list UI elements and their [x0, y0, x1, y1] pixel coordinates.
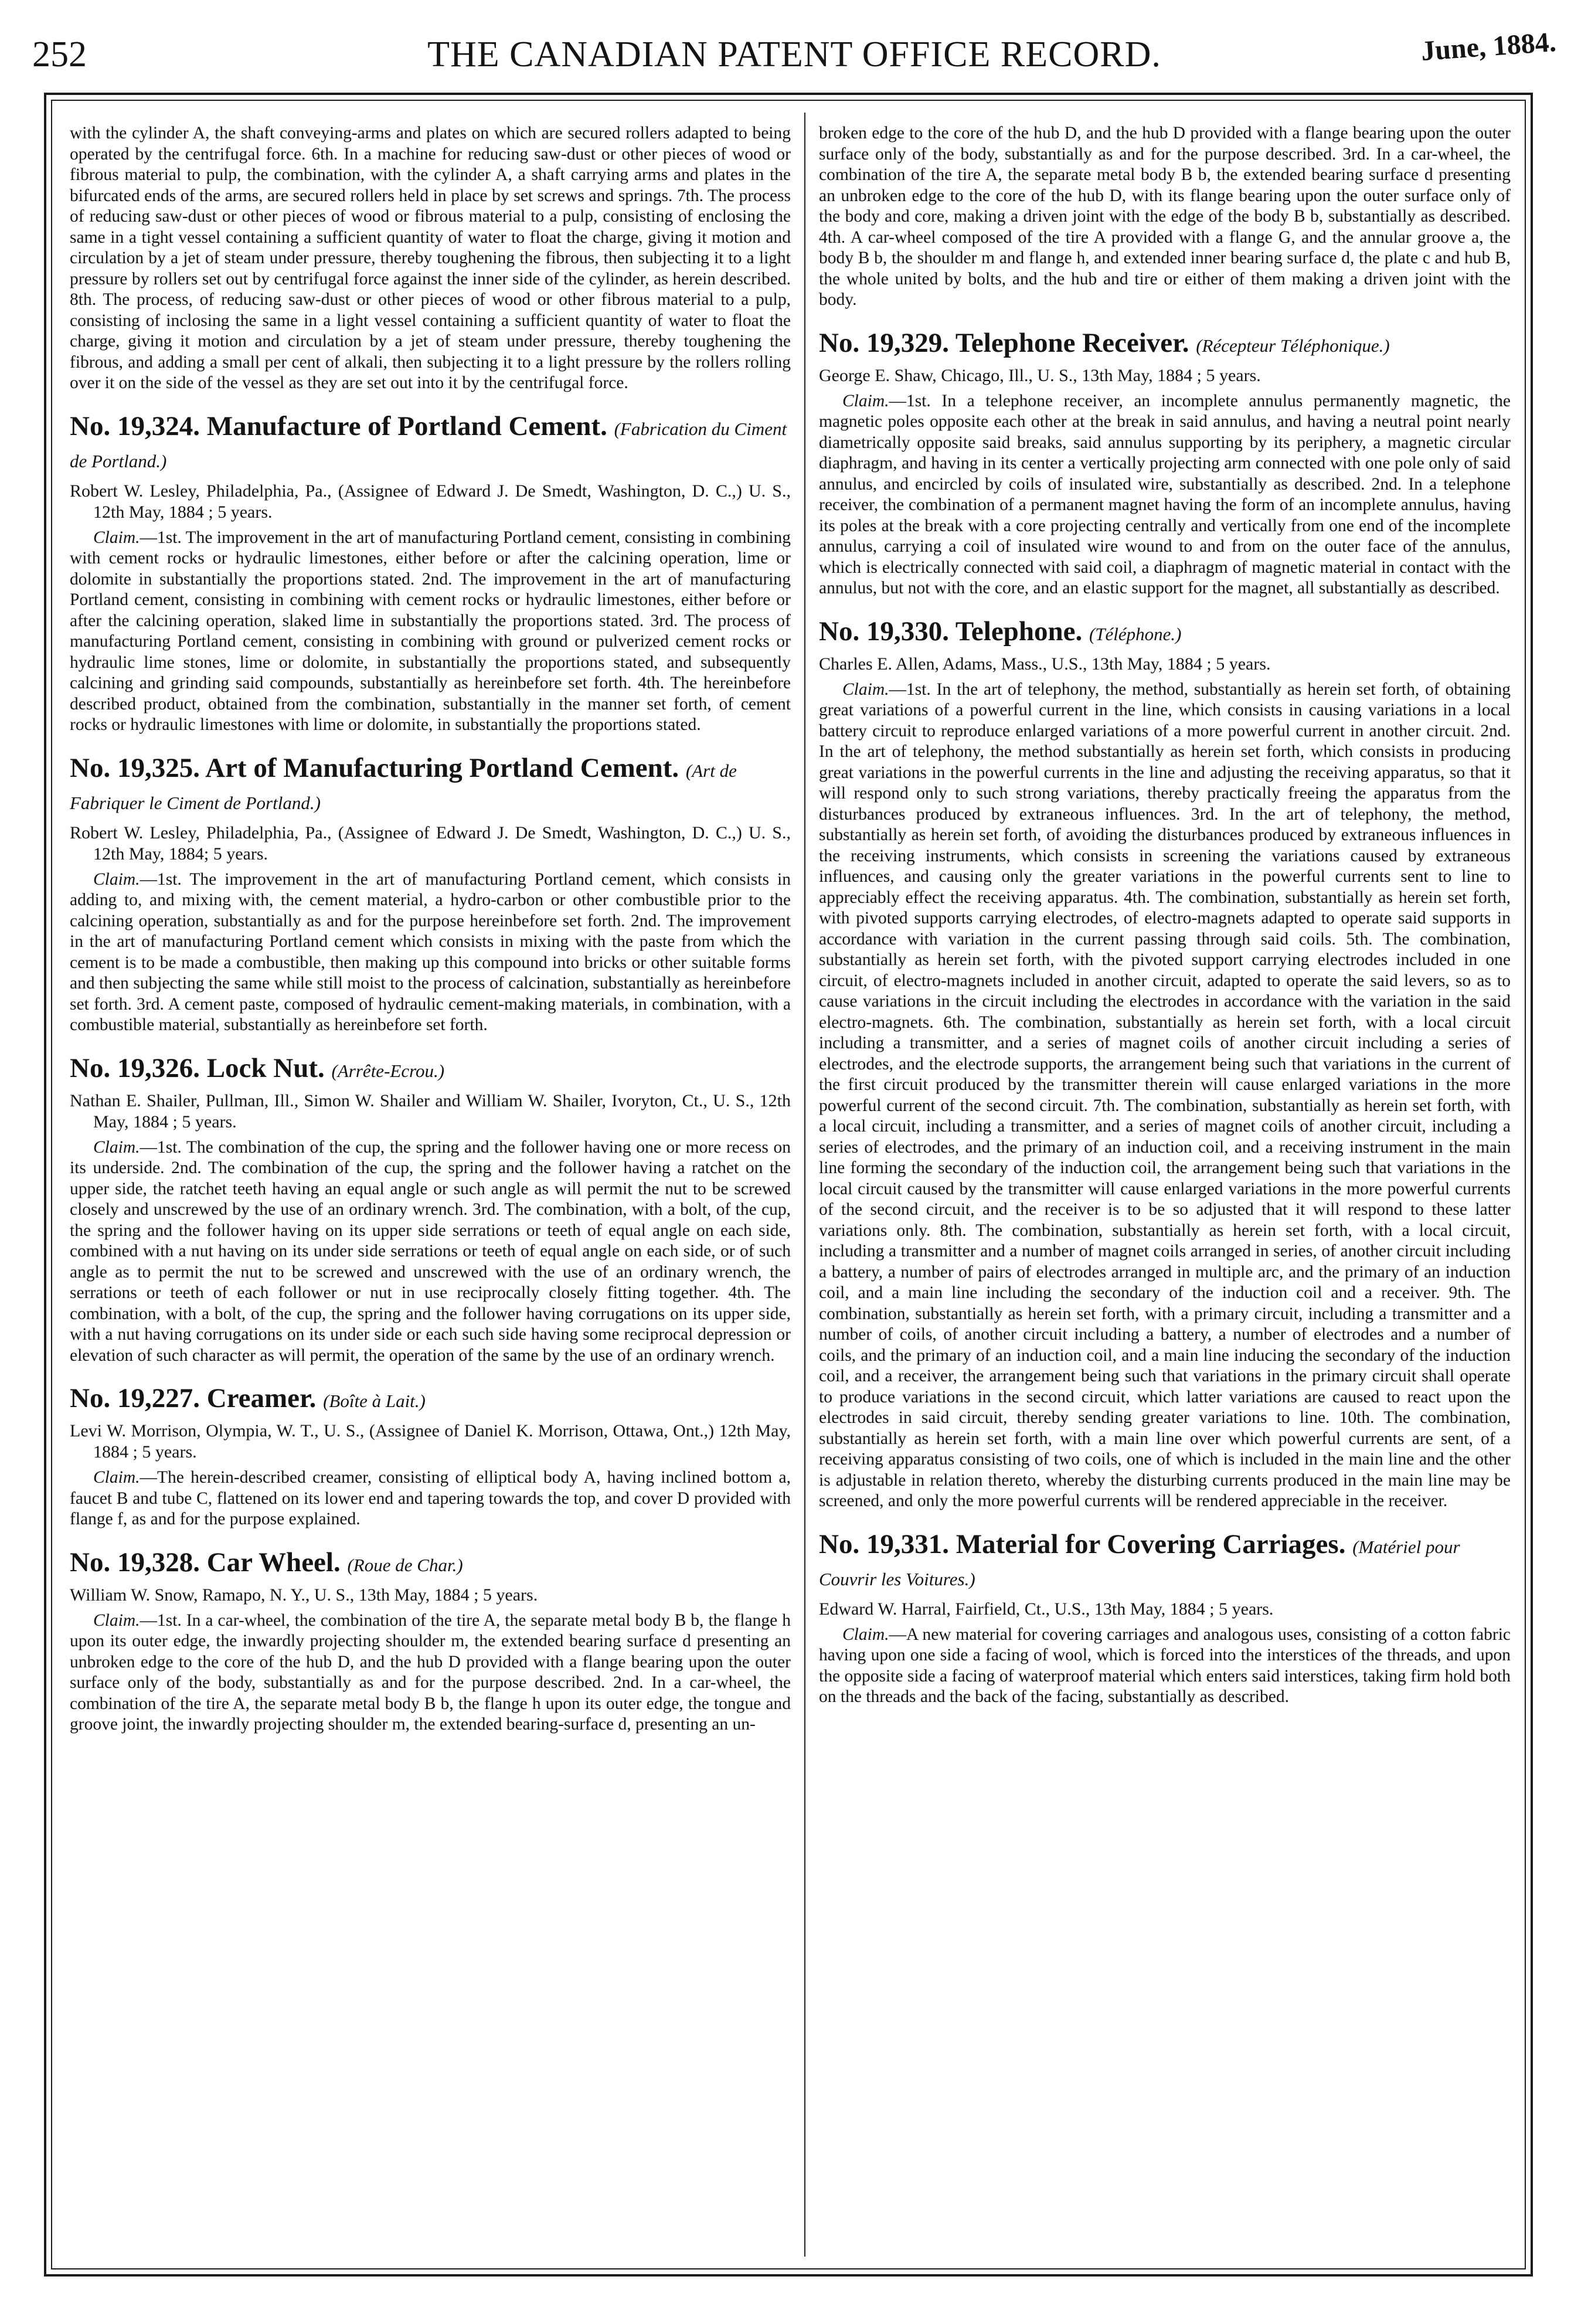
claim-label: Claim.: [842, 391, 889, 410]
patent-title-french: (Téléphone.): [1089, 623, 1182, 644]
claim-label: Claim.: [842, 1625, 889, 1644]
patent-heading: [819, 617, 1511, 649]
patent-claim: [70, 869, 791, 1036]
patent-inventor: George E. Shaw, Chicago, Ill., U. S., 13th May, 1884 ; 5 years.: [819, 365, 1261, 385]
claim-text: —1st. In a car-wheel, the combination of the tire A, the separate metal body B b, the flange h upon its outer edge, the inwardly projecting shoulder m, the extended bearing surface d presenting an unbroken edge to the core of the hub D, and the hub D provided with a flange bearing upon the outer surface only of the body, substantially as and for the purpose described. 2nd. In a car-wheel, the combination of the tire A, the separate metal body B b, the flange h upon its outer edge, the tongue and groove joint, the inwardly projecting shoulder m, the extended bearing-surface d, presenting an un-: [70, 1611, 791, 1734]
column-divider: [804, 113, 805, 2257]
patent-title-french: (Roue de Char.): [347, 1554, 463, 1575]
claim-label: Claim.: [93, 528, 140, 547]
claim-text: —1st. The improvement in the art of manufacturing Portland cement, consisting in combining with cement rocks or hydraulic limestones, either before or after the calcining operation, lime or dolomite in substantially the proportions stated. 2nd. The improvement in the art of manufacturing Portland cement, consisting in combining with cement rocks or hydraulic limestones, either before or after the calcining operation, slaked lime in substantially the proportions stated. 3rd. The process of manufacturing Portland cement, consisting in combining with ground or pulverized cement rocks or hydraulic lime stones, lime or dolomite, in substantially the proportions stated, and subsequently calcining and grinding said compounds, substantially as hereinbefore set forth. 4th. The hereinbefore described product, obtained from the combination, substantially in the manner set forth, of cement rocks or hydraulic limestones with lime or dolomite, in substantially the proportions stated.: [70, 528, 791, 734]
patent-heading: [70, 1054, 791, 1086]
patent-claim: [819, 1625, 1511, 1708]
patent-number: No. 19,326.: [70, 1052, 200, 1083]
claim-text: —A new material for covering carriages and analogous uses, consisting of a cotton fabric having upon one side a facing of wool, which is forced into the interstices of the threads, and upon the opposite side a facing of waterproof material which enters said interstices, taking firm hold both on the threads and the back of the facing, substantially as described.: [819, 1625, 1511, 1706]
patent-inventor: Robert W. Lesley, Philadelphia, Pa., (Assignee of Edward J. De Smedt, Washington, D. C.,) U. S., 12th May, 1884; 5 years.: [70, 823, 791, 864]
patent-inventor: Levi W. Morrison, Olympia, W. T., U. S., (Assignee of Daniel K. Morrison, Ottawa, Ont.,) 12th May, 1884 ; 5 years.: [70, 1421, 791, 1462]
claim-label: Claim.: [93, 1611, 140, 1630]
patent-title: Creamer.: [206, 1383, 317, 1414]
patent-inventor: William W. Snow, Ramapo, N. Y., U. S., 13th May, 1884 ; 5 years.: [70, 1585, 538, 1605]
patent-entry: [70, 1548, 791, 1735]
issue-date: June, 1884.: [1420, 26, 1558, 67]
patent-title-french: (Récepteur Téléphonique.): [1196, 335, 1390, 356]
page-frame: [44, 93, 1533, 2277]
patent-claim: [70, 528, 791, 736]
claim-text: —1st. The combination of the cup, the spring and the follower having one or more recess on its underside. 2nd. The combination of the cup, the spring and the follower having a ratchet on the upper side, the ratchet teeth having an equal angle or such angle as will permit the nut to be screwed closely and unscrewed by the use of an ordinary wrench. 3rd. The combination, with a bolt, of the cup, the spring and the follower having on its upper side serrations or teeth of equal angle on each side, combined with a nut having on its under side serrations or teeth of equal angle on each side, or of such angle as to permit the nut to be screwed and unscrewed with the use of an ordinary wrench, the serrations or teeth of each follower or nut in use reciprocally closely fitting together. 4th. The combination, with a bolt, of the cup, the spring and the follower having corrugations on its upper side, with a nut having corrugations on its under side or each such side having some reciprocal depression or elevation of such character as will permit, the operation of the same by the use of an ordinary wrench.: [70, 1137, 791, 1365]
patent-title-french: (Arrête-Ecrou.): [331, 1060, 445, 1081]
patent-title: Material for Covering Carriages.: [955, 1528, 1346, 1559]
patent-inventor: Charles E. Allen, Adams, Mass., U.S., 13th May, 1884 ; 5 years.: [819, 654, 1271, 674]
patent-number: No. 19,325.: [70, 752, 200, 783]
page-number: 252: [32, 35, 87, 74]
patent-heading: [70, 412, 791, 476]
patent-heading: [70, 1548, 791, 1580]
patent-title: Telephone.: [955, 616, 1083, 647]
patent-claim: [70, 1467, 791, 1530]
patent-title: Telephone Receiver.: [955, 327, 1189, 358]
patent-entry: [819, 328, 1511, 599]
patent-heading: [70, 1384, 791, 1416]
patent-heading: [70, 753, 791, 818]
patent-entry: [70, 1384, 791, 1530]
patent-title: Lock Nut.: [206, 1052, 325, 1083]
patent-claim: [70, 1611, 791, 1735]
patent-title-french: (Art de Fabriquer le Ciment de Portland.): [70, 760, 737, 813]
patent-entry: [819, 1530, 1511, 1708]
journal-title: THE CANADIAN PATENT OFFICE RECORD.: [427, 35, 1161, 74]
patent-heading: [819, 328, 1511, 361]
patent-claim: [70, 1137, 791, 1367]
left-entries: [70, 412, 791, 1735]
right-column: [819, 123, 1511, 2251]
claim-text: —The herein-described creamer, consisting of elliptical body A, having inclined bottom a, faucet B and tube C, flattened on its lower end and tapering towards the top, and cover D provided with flange f, as and for the purpose explained.: [70, 1468, 791, 1528]
patent-entry: [70, 412, 791, 736]
patent-title: Art of Manufacturing Portland Cement.: [205, 752, 679, 783]
claim-text: —1st. In the art of telephony, the method, substantially as herein set forth, of obtaining great variations of a powerful current in the line, which consists in causing variations in a local battery circuit to reproduce enlarged variations of a more powerful current in another circuit. 2nd. In the art of telephony, the method substantially as herein set forth, which consists in producing great variations in the powerful currents in the line and adjusting the receiving apparatus, so that it will respond only to such strong variations, thereby practically freeing the apparatus from the disturbances produced by extraneous influences. 3rd. In the art of telephony, the method, substantially as herein set forth, of avoiding the disturbances produced by extraneous influences in the receiving instruments, which consists in screening the variations caused by extraneous influences, and causing only the greater variations in the powerful currents sent to line to appreciably effect the receiving apparatus. 4th. The combination, substantially as herein set forth, with pivoted supports carrying electrodes, of electro-magnets adapted to operate said supports in accordance with variation in the current passing through said coils. 5th. The combination, substantially as herein set forth, with the pivoted support carrying electrodes included in one circuit, of electro-magnets included in another circuit, adapted to operate the said levers, so as to cause variations in the circuit including the electrodes in accordance with the variation in the said electro-magnets. 6th. The combination, substantially as herein set forth, with a local circuit including a transmitter, and a series of magnet coils of another circuit including a series of electrodes, and the electrode supports, the arrangement being such that variations in the current of the first circuit produced by the transmitter therein will cause enlarged variations in the more powerful current of the second circuit. 7th. The combination, substantially as herein set forth, with a local circuit, including a transmitter, and a series of magnet coils of another circuit, including a series of electrodes, and the primary of an induction coil, and a receiving instrument in the main line forming the secondary of the induction coil, the arrangement being such that variations in the local circuit caused by the transmitter will cause enlarged variations in the more powerful currents of the second circuit, and the receiver is to be so adjusted that it will respond to these latter variations only. 8th. The combination, substantially as herein set forth, with a local circuit, including a transmitter and a number of magnet coils arranged in series, of another circuit including a battery, a number of pairs of electrodes arranged in multiple arc, and the primary of an induction coil, and a main line including the secondary of the induction coil and a receiver. 9th. The combination, substantially as herein set forth, with a primary circuit, including a transmitter and a number of coils, of another circuit including a battery, a number of electrodes and a number of coils, and the primary of an induction coil, and a main line inducing the secondary of the induction coil, and a receiver, the arrangement being such that variations in the primary circuit shall operate to produce variations in the second circuit, which latter variations are caused to react upon the electrodes in said circuit, thereby sending greater variations to line. 10th. The combination, substantially as herein set forth, with a main line over which powerful currents are sent, of a receiving apparatus consisting of two coils, one of which is included in the main line and the other is adjustable in relation thereto, whereby the disturbing currents produced in the main line may be screened, and only the more powerful currents will be rendered appreciable in the receiver.: [819, 679, 1511, 1510]
patent-number: No. 19,324.: [70, 410, 200, 441]
patent-number: No. 19,227.: [70, 1383, 200, 1414]
patent-inventor: Robert W. Lesley, Philadelphia, Pa., (Assignee of Edward J. De Smedt, Washington, D. C.,) U. S., 12th May, 1884 ; 5 years.: [70, 481, 791, 522]
continued-claim-text: with the cylinder A, the shaft conveying-arms and plates on which are secured rollers adapted to being operated by the centrifugal force. 6th. In a machine for reducing saw-dust or other pieces of wood or fibrous material to pulp, the combination, with the cylinder A, a shaft carrying arms and plates in the bifurcated ends of the arms, are secured rollers held in place by set screws and springs. 7th. The process of reducing saw-dust or other pieces of wood or fibrous material to a pulp, consisting of enclosing the same in a tight vessel containing a sufficient quantity of water to float the charge, giving it motion and circulation by a jet of steam under pressure, thereby toughening the fibrous, then subjecting it to a light pressure by rollers set out by centrifugal force against the inner side of the cylinder, as herein described. 8th. The process, of reducing saw-dust or other pieces of wood or other fibrous material to a pulp, consisting of inclosing the same in a light vessel containing a sufficient quantity of water to float the charge, giving it motion and circulation by a jet of steam under pressure, thereby toughening the fibrous, and adding a small per cent of alkali, then subjecting it to a light pressure by the rollers rolling over it on the side of the vessel as they are set out into it by the centrifugal force.: [70, 124, 791, 392]
claim-label: Claim.: [93, 869, 140, 889]
claim-text: —1st. In a telephone receiver, an incomplete annulus permanently magnetic, the magnetic poles opposite each other at the break in said annulus, and having a neutral point nearly diametrically opposite said breaks, said annulus supporting by its periphery, a magnetic circular diaphragm, and having in its center a vertically projecting arm connected with one pole only of said annulus, and encircled by coils of insulated wire, substantially as described. 2nd. In a telephone receiver, the combination of a permanent magnet having the form of an incomplete annulus, having its poles at the break with a core projecting centrally and vertically from one end of the incomplete annulus, carrying a coil of insulated wire wound to and from on the outer face of the annulus, which is electrically connected with said coil, a diaphragm of magnetic material in contact with the annulus, but not with the core, and an elastic support for the magnet, all substantially as described.: [819, 391, 1511, 597]
patent-entry: [819, 617, 1511, 1512]
claim-label: Claim.: [93, 1137, 140, 1157]
continued-claim-text: broken edge to the core of the hub D, and the hub D provided with a flange bearing upon the outer surface only of the body, substantially as and for the purpose described. 3rd. In a car-wheel, the combination of the tire A, the separate metal body B b, the extended bearing surface d presenting an unbroken edge to the core of the hub D, with its flange bearing upon the outer surface only of the body and core, making a driven joint with the edge of the body B b, substantially as described. 4th. A car-wheel composed of the tire A provided with a flange G, and the annular groove a, the body B b, the shoulder m and flange h, and extended inner bearing surface d, the plate c and hub B, the whole united by bolts, and the hub and tire or either of them making a driven joint with the body.: [819, 124, 1511, 309]
left-column: [70, 123, 791, 2251]
patent-number: No. 19,330.: [819, 616, 949, 647]
claim-text: —1st. The improvement in the art of manufacturing Portland cement, which consists in adding to, and mixing with, the cement material, a hydro-carbon or other combustible prior to the calcining operation, substantially as and for the purpose hereinbefore set forth. 2nd. The improvement in the art of manufacturing Portland cement which consists in mixing with the paste from which the cement is to be made a combustible, then making up this compound into bricks or other suitable forms and then subjecting the same while still moist to the process of calcination, substantially as hereinbefore set forth. 3rd. A cement paste, composed of hydraulic cement-making materials, in combination, with a combustible material, substantially as hereinbefore set forth.: [70, 869, 791, 1034]
patent-entry: [70, 1054, 791, 1367]
right-entries: [819, 328, 1511, 1708]
patent-number: No. 19,331.: [819, 1528, 949, 1559]
patent-number: No. 19,328.: [70, 1547, 200, 1578]
patent-entry: [70, 753, 791, 1036]
patent-inventor: Nathan E. Shailer, Pullman, Ill., Simon W. Shailer and William W. Shailer, Ivoryton, Ct., U. S., 12th May, 1884 ; 5 years.: [70, 1090, 791, 1132]
claim-label: Claim.: [842, 679, 889, 699]
patent-title-french: (Matériel pour Couvrir les Voitures.): [819, 1536, 1460, 1589]
patent-inventor: Edward W. Harral, Fairfield, Ct., U.S., 13th May, 1884 ; 5 years.: [819, 1599, 1274, 1619]
patent-title-french: (Boîte à Lait.): [323, 1391, 426, 1411]
patent-title: Car Wheel.: [206, 1547, 341, 1578]
patent-title-french: (Fabrication du Ciment de Portland.): [70, 418, 787, 471]
page-header: [32, 28, 1556, 81]
claim-label: Claim.: [93, 1468, 140, 1487]
patent-title: Manufacture of Portland Cement.: [206, 410, 607, 441]
patent-heading: [819, 1530, 1511, 1594]
patent-claim: [819, 391, 1511, 599]
patent-claim: [819, 679, 1511, 1512]
patent-number: No. 19,329.: [819, 327, 949, 358]
